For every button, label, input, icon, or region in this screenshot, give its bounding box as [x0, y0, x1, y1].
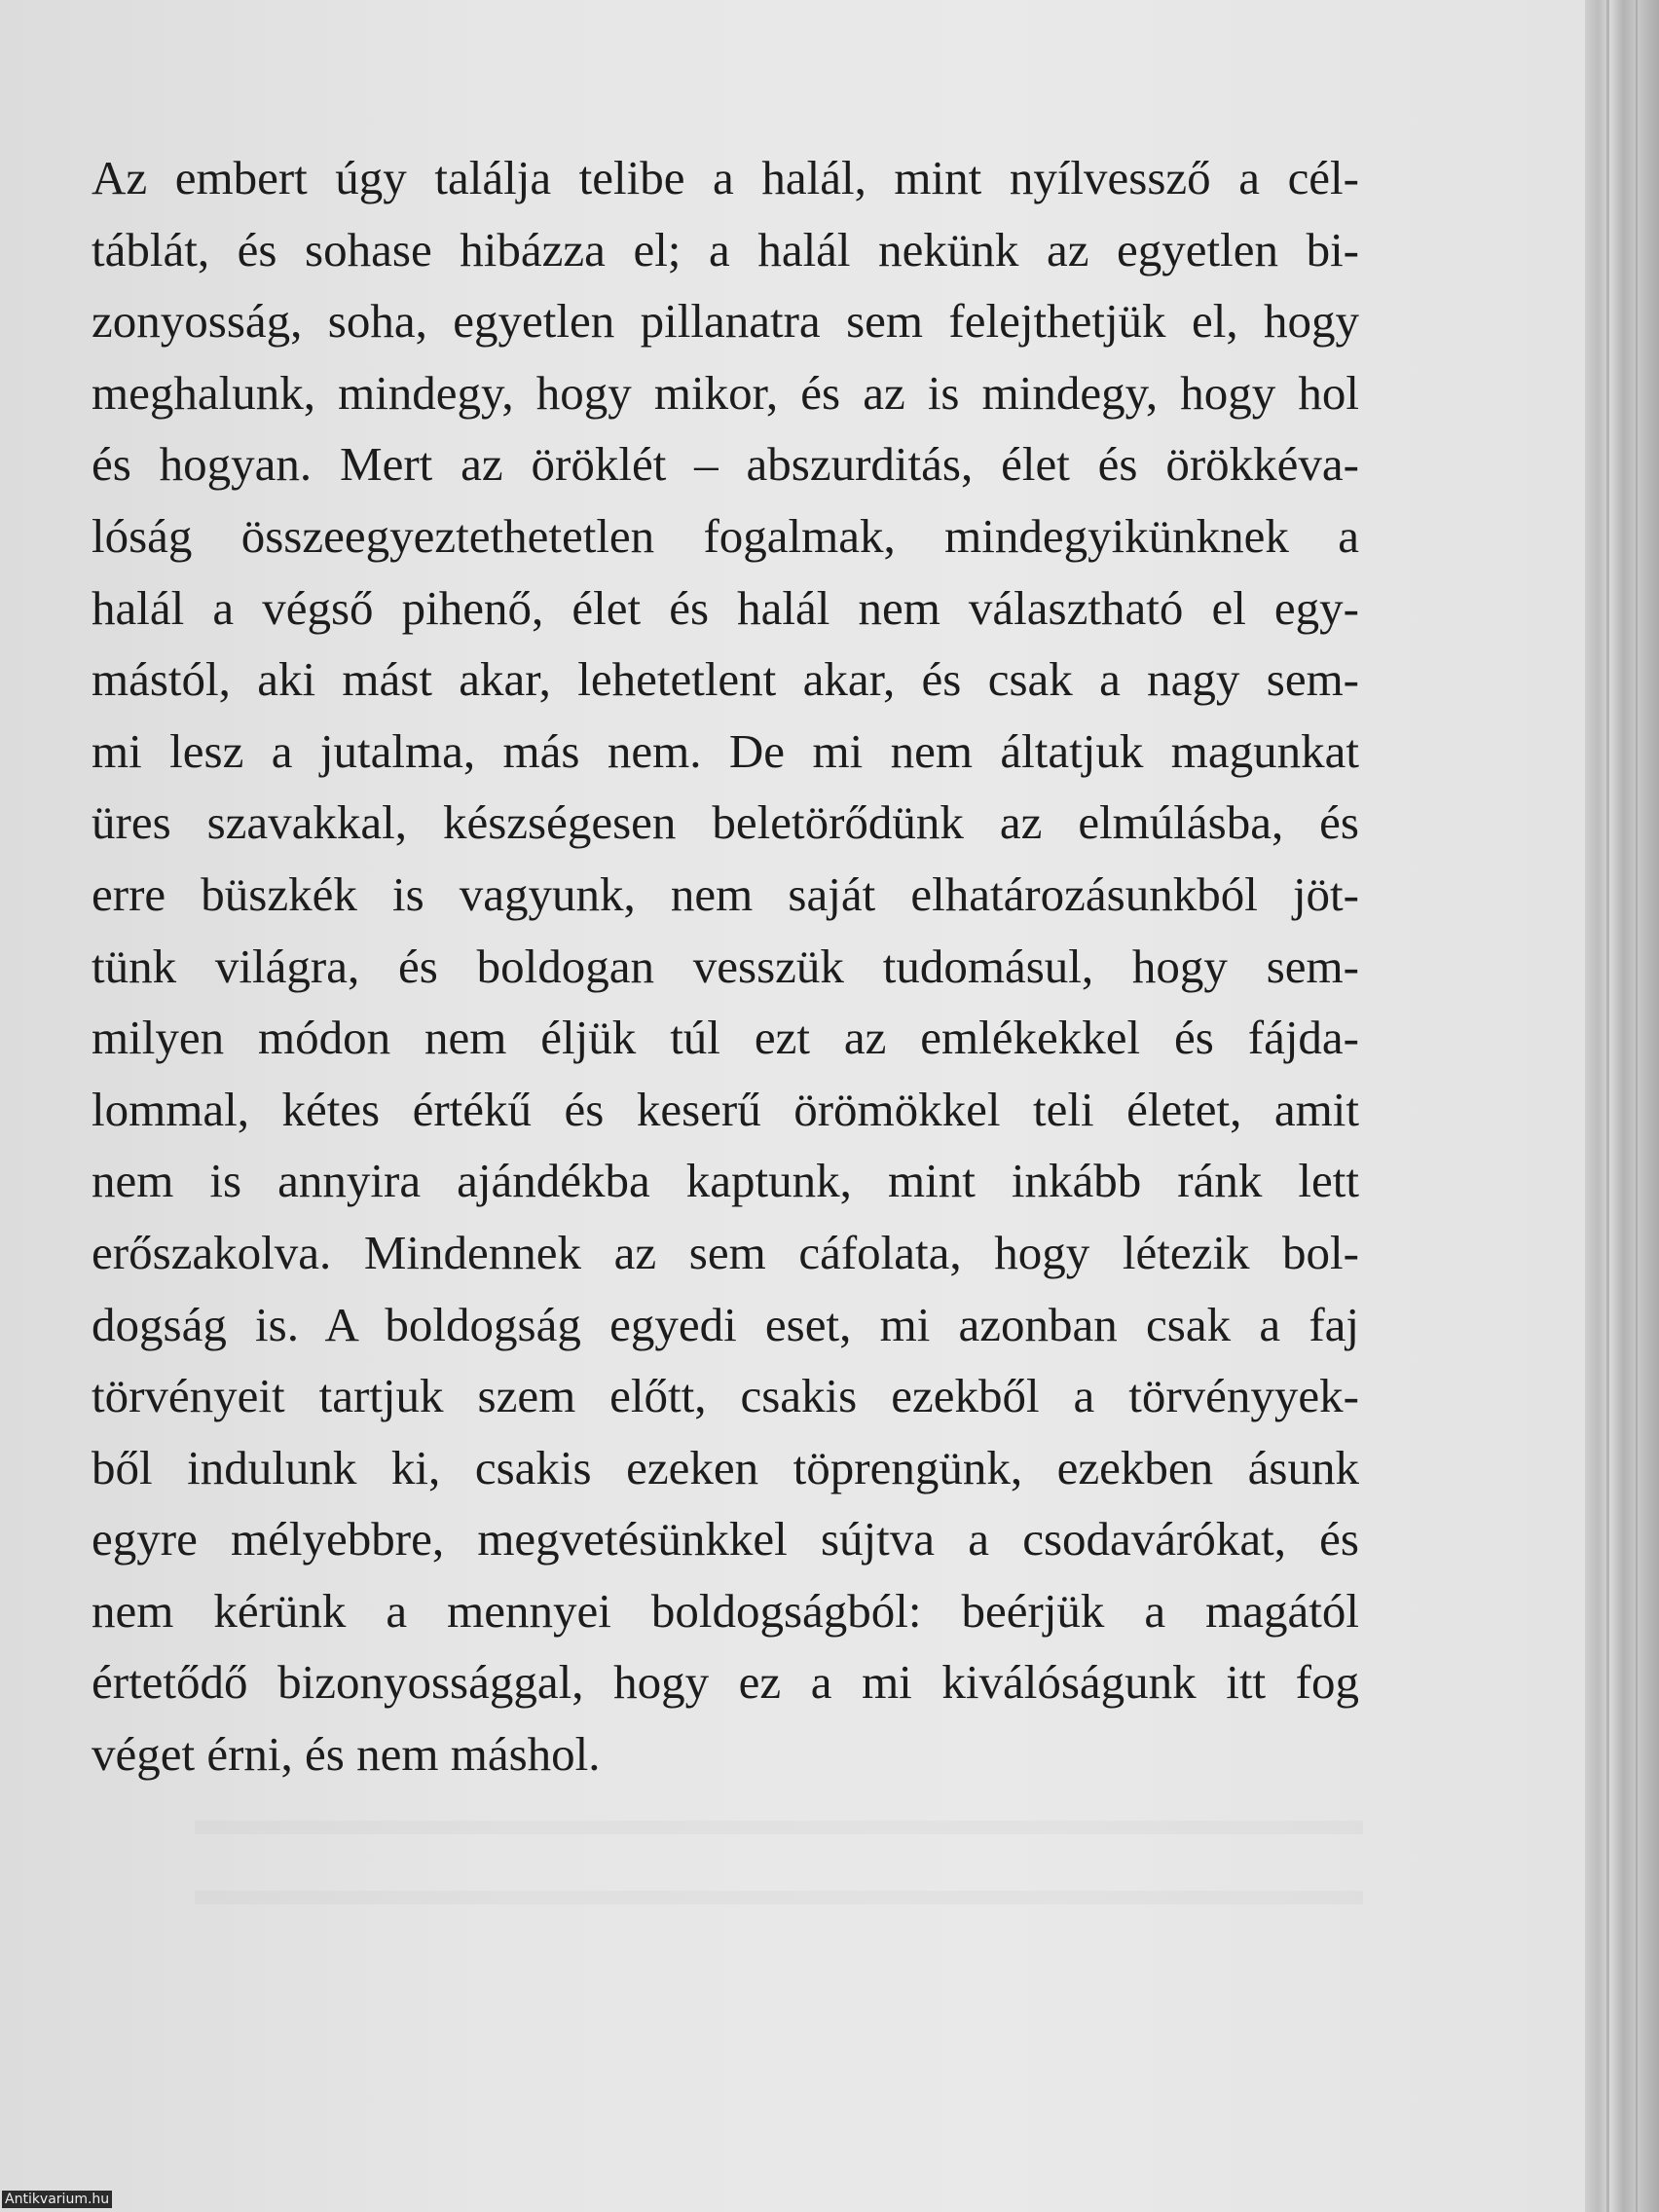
- text-line: üres szavakkal, készségesen beletörődünk az elmúlásba, és: [92, 795, 1359, 850]
- text-line: lommal, kétes értékű és keserű örömökkel teli életet, amit: [92, 1082, 1359, 1136]
- text-line: erőszakolva. Mindennek az sem cáfolata, hogy létezik bol-: [92, 1225, 1359, 1279]
- text-line: lóság összeegyeztethetetlen fogalmak, mindegyikünknek a: [92, 508, 1359, 563]
- body-paragraph: [92, 142, 1359, 1790]
- text-line: halál a végső pihenő, élet és halál nem választható el egy-: [92, 580, 1359, 635]
- text-line: egyre mélyebbre, megvetésünkkel sújtva a csodavárókat, és: [92, 1512, 1359, 1567]
- book-page-edge: [1585, 0, 1659, 2212]
- text-line: milyen módon nem éljük túl ezt az emlékekkel és fájda-: [92, 1011, 1359, 1065]
- text-line: nem is annyira ajándékba kaptunk, mint inkább ránk lett: [92, 1154, 1359, 1208]
- text-line: zonyosság, soha, egyetlen pillanatra sem felejthetjük el, hogy: [92, 294, 1359, 349]
- text-line: Az embert úgy találja telibe a halál, mint nyílvessző a cél-: [92, 151, 1359, 204]
- text-line: mástól, aki mást akar, lehetetlent akar, és csak a nagy sem-: [92, 652, 1359, 707]
- text-line: értetődő bizonyossággal, hogy ez a mi kiválóságunk itt fog: [92, 1655, 1359, 1710]
- text-line: meghalunk, mindegy, hogy mikor, és az is mindegy, hogy hol: [92, 365, 1359, 420]
- text-line: és hogyan. Mert az öröklét – abszurditás, élet és örökkéva-: [92, 437, 1359, 492]
- text-line: tünk világra, és boldogan vesszük tudomásul, hogy sem-: [92, 939, 1359, 993]
- show-through-shadow: [195, 1791, 1363, 1928]
- text-line: erre büszkék is vagyunk, nem saját elhatározásunkból jöt-: [92, 866, 1359, 921]
- text-line: mi lesz a jutalma, más nem. De mi nem áltatjuk magunkat: [92, 723, 1359, 778]
- text-line: véget érni, és nem máshol.: [92, 1727, 601, 1782]
- watermark: Antikvarium.hu: [2, 2191, 112, 2208]
- text-line: táblát, és sohase hibázza el; a halál nekünk az egyetlen bi-: [92, 222, 1359, 276]
- text-line: nem kérünk a mennyei boldogságból: beérjük a magától: [92, 1583, 1359, 1638]
- text-line: ből indulunk ki, csakis ezeken töprengünk, ezekben ásunk: [92, 1440, 1359, 1494]
- text-line: dogság is. A boldogság egyedi eset, mi azonban csak a faj: [92, 1297, 1359, 1351]
- text-line: törvényeit tartjuk szem előtt, csakis ezekből a törvényyek-: [92, 1369, 1359, 1423]
